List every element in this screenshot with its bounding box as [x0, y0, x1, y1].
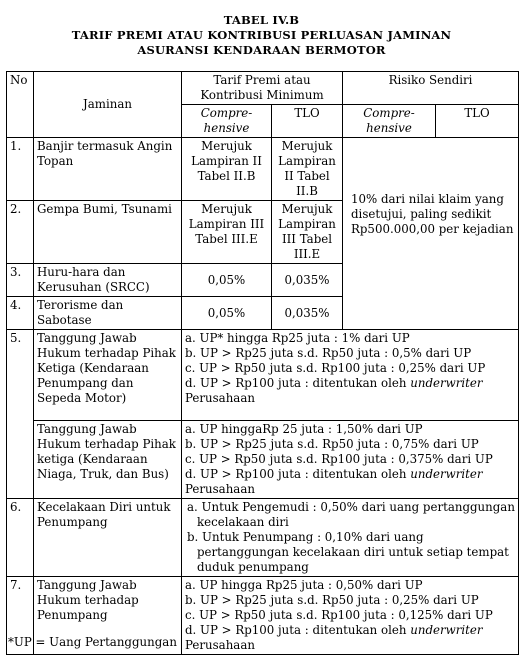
row-no: 7.	[7, 577, 34, 655]
risiko-sendiri-note: 10% dari nilai klaim yang disetujui, paling sedikit Rp500.000,00 per kejadian	[343, 138, 519, 330]
tarif-line-b: b. UP > Rp25 juta s.d. Rp50 juta : 0,75% dari UP	[185, 437, 479, 451]
row-jaminan: Banjir termasuk Angin Topan	[34, 138, 182, 201]
row-no: 5.	[7, 330, 34, 499]
row-comprehensive: 0,05%	[182, 297, 272, 330]
header-risiko: Risiko Sendiri	[343, 72, 519, 105]
header-tlo-risiko: TLO	[436, 105, 519, 138]
row-no: 2.	[7, 201, 34, 264]
tarif-line-a: a. Untuk Pengemudi : 0,50% dari uang pertanggungan kecelakaan diri	[187, 500, 515, 529]
tarif-line-c: c. UP > Rp50 juta s.d. Rp100 juta : 0,125% dari UP	[185, 608, 493, 622]
header-tlo-tarif: TLO	[272, 105, 343, 138]
header-comprehensive-risiko: Compre-hensive	[343, 105, 436, 138]
tarif-line-d: d. UP > Rp100 juta : ditentukan oleh underwriter Perusahaan	[185, 623, 483, 652]
tarif-line-b: b. Untuk Penumpang : 0,10% dari uang pertanggungan kecelakaan diri untuk setiap tempat duduk penumpang	[187, 530, 509, 574]
tarif-line-a: a. UP hinggaRp 25 juta : 1,50% dari UP	[185, 422, 423, 436]
tariff-table	[6, 71, 519, 655]
table-row	[7, 421, 519, 499]
row-tlo: 0,035%	[272, 297, 343, 330]
tarif-line-a: a. UP hingga Rp25 juta : 0,50% dari UP	[185, 578, 423, 592]
tarif-line-d: d. UP > Rp100 juta : ditentukan oleh underwriter Perusahaan	[185, 376, 483, 405]
row-comprehensive: Merujuk Lampiran II Tabel II.B	[182, 138, 272, 201]
tarif-line-d: d. UP > Rp100 juta : ditentukan oleh underwriter Perusahaan	[185, 467, 483, 496]
table-row	[7, 138, 519, 201]
tarif-line-c: c. UP > Rp50 juta s.d. Rp100 juta : 0,375% dari UP	[185, 452, 493, 466]
tarif-line-b: b. UP > Rp25 juta s.d. Rp50 juta : 0,25% dari UP	[185, 593, 479, 607]
header-jaminan: Jaminan	[34, 72, 182, 138]
table-row	[7, 499, 519, 577]
row-comprehensive: Merujuk Lampiran III Tabel III.E	[182, 201, 272, 264]
row-no: 4.	[7, 297, 34, 330]
row-tarif-detail	[182, 577, 519, 655]
row-jaminan: Terorisme dan Sabotase	[34, 297, 182, 330]
row-tlo: Merujuk Lampiran II Tabel II.B	[272, 138, 343, 201]
row-tarif-detail	[182, 499, 519, 577]
header-tarif: Tarif Premi atau Kontribusi Minimum	[182, 72, 343, 105]
row-jaminan: Kecelakaan Diri untuk Penumpang	[34, 499, 182, 577]
row-tarif-detail	[182, 421, 519, 499]
row-jaminan: Gempa Bumi, Tsunami	[34, 201, 182, 264]
row-jaminan: Huru-hara dan Kerusuhan (SRCC)	[34, 264, 182, 297]
row-jaminan: Tanggung Jawab Hukum terhadap Pihak ketiga (Kendaraan Niaga, Truk, dan Bus)	[34, 421, 182, 499]
tarif-line-c: c. UP > Rp50 juta s.d. Rp100 juta : 0,25% dari UP	[185, 361, 486, 375]
row-jaminan: Tanggung Jawab Hukum terhadap Pihak Ketiga (Kendaraan Penumpang dan Sepeda Motor)	[34, 330, 182, 421]
tarif-line-a: a. UP* hingga Rp25 juta : 1% dari UP	[185, 331, 410, 345]
row-tarif-detail	[182, 330, 519, 421]
table-subtitle-line2: ASURANSI KENDARAAN BERMOTOR	[137, 43, 386, 57]
row-jaminan: Tanggung Jawab Hukum terhadap Penumpang	[34, 577, 182, 655]
header-comprehensive-tarif: Compre-hensive	[182, 105, 272, 138]
row-no: 1.	[7, 138, 34, 201]
table-title: TABEL IV.B	[223, 13, 300, 27]
table-subtitle-line1: TARIF PREMI ATAU KONTRIBUSI PERLUASAN JAMINAN	[71, 28, 452, 42]
row-comprehensive: 0,05%	[182, 264, 272, 297]
footnote: *UP = Uang Pertanggungan	[8, 635, 177, 649]
row-no: 3.	[7, 264, 34, 297]
row-tlo: 0,035%	[272, 264, 343, 297]
table-row	[7, 330, 519, 421]
row-no: 6.	[7, 499, 34, 577]
header-no: No	[7, 72, 34, 138]
tarif-line-b: b. UP > Rp25 juta s.d. Rp50 juta : 0,5% dari UP	[185, 346, 472, 360]
row-tlo: Merujuk Lampiran III Tabel III.E	[272, 201, 343, 264]
